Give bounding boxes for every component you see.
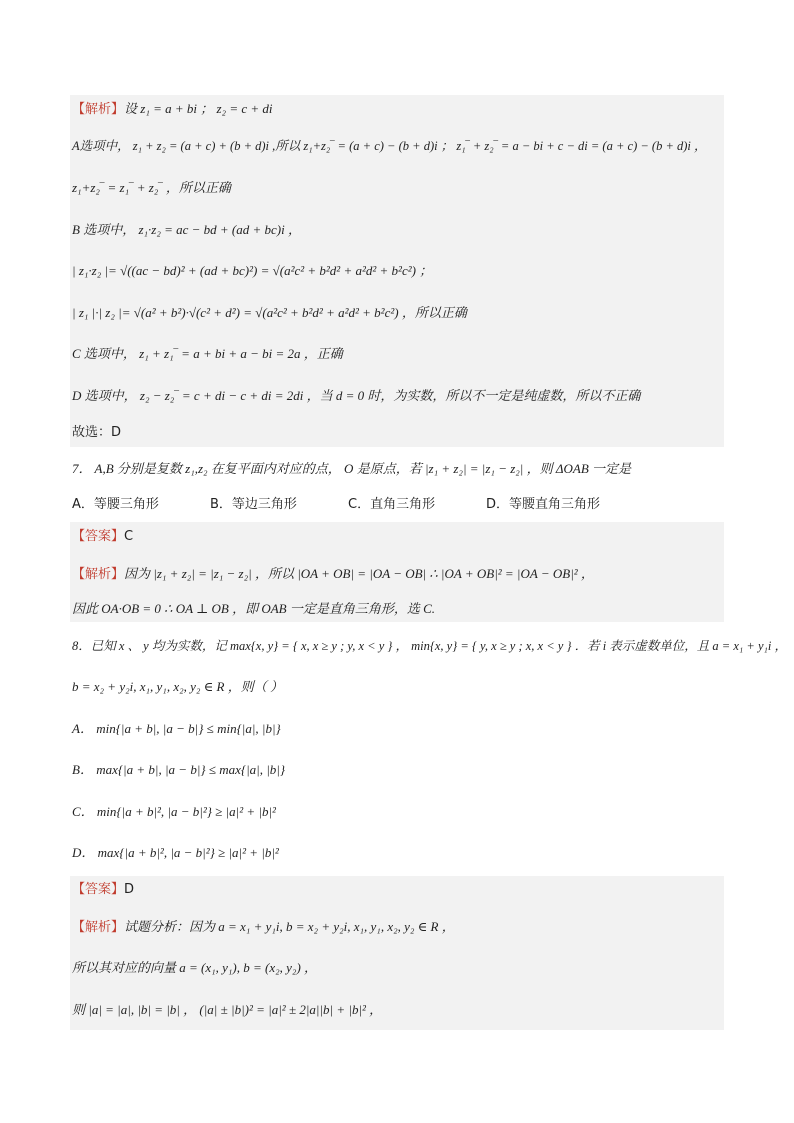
sol6-line-1	[72, 99, 273, 120]
answer-tag: 【答案】	[72, 529, 125, 544]
analysis-tag: 【解析】	[72, 920, 125, 935]
q8-option-a: A． min{|a + b|, |a − b|} ≤ min{|a|, |b|}	[72, 721, 281, 736]
sol6-line-6: | z₁ |·| z₂ |= √(a² + b²)·√(c² + d²) = √(a²c² + b²d² + a²d² + b²c²) ，所以正确	[72, 305, 467, 320]
q8-analysis-text: 试题分析：因为 a = x₁ + y₁i, b = x₂ + y₂i, x₁, y₁, x₂, y₂ ∈ R ，	[124, 919, 455, 934]
q8-answer-value: D	[124, 882, 135, 897]
q7-answer	[72, 527, 133, 547]
answer-tag: 【答案】	[72, 882, 125, 897]
q7-option-b: B．等边三角形	[210, 497, 297, 512]
q8-analysis-1	[72, 917, 455, 938]
sol6-line-8: D 选项中， z₂ − z₂‾ = c + di − c + di = 2di ，当 d = 0 时，为实数，所以不一定是纯虚数，所以不正确	[72, 388, 641, 403]
q7-option-c: C．直角三角形	[348, 497, 436, 512]
q7-answer-value: C	[124, 529, 134, 544]
sol6-line-3: z₁+z₂‾ = z₁‾ + z₂‾ ，所以正确	[72, 180, 231, 195]
q7-analysis-text: 因为 |z₁ + z₂| = |z₁ − z₂| ，所以 |OA + OB| = |OA − OB| ∴ |OA + OB|² = |OA − OB|² ，	[124, 566, 594, 581]
q7-stem: 7． A,B 分别是复数 z₁,z₂ 在复平面内对应的点， O 是原点，若 |z₁ + z₂| = |z₁ − z₂| ，则 ΔOAB 一定是	[72, 461, 632, 476]
q8-analysis-3: 则 |a| = |a|, |b| = |b| ， (|a| ± |b|)² = |a|² ± 2|a||b| + |b|² ，	[72, 1002, 383, 1017]
sol6-text: 设 z₁ = a + bi ； z₂ = c + di	[124, 101, 273, 116]
q7-option-d: D．等腰直角三角形	[486, 497, 601, 512]
q7-analysis-1	[72, 564, 594, 585]
q8-option-d: D． max{|a + b|², |a − b|²} ≥ |a|² + |b|²	[72, 845, 279, 860]
analysis-tag: 【解析】	[72, 567, 125, 582]
q8-option-b: B． max{|a + b|, |a − b|} ≤ max{|a|, |b|}	[72, 762, 286, 777]
q8-stem-2: b = x₂ + y₂i, x₁, y₁, x₂, y₂ ∈ R ，则（ ）	[72, 679, 283, 694]
q8-stem: 8．已知 x 、 y 均为实数，记 max{x, y} = { x, x ≥ y ; y, x < y } ， min{x, y} = { y, x ≥ y ; x, x < y } ．若 i 表示虚数单位，且 a = x₁ + y₁i ，	[72, 639, 787, 653]
q8-option-c: C． min{|a + b|², |a − b|²} ≥ |a|² + |b|²	[72, 804, 276, 819]
q7-option-a: A．等腰三角形	[72, 497, 159, 512]
sol6-line-4: B 选项中， z₁·z₂ = ac − bd + (ad + bc)i ，	[72, 222, 301, 237]
sol6-line-7: C 选项中， z₁ + z₁‾ = a + bi + a − bi = 2a ，正确	[72, 346, 343, 361]
q8-answer	[72, 880, 134, 900]
sol6-line-2: A选项中， z₁ + z₂ = (a + c) + (b + d)i ,所以 z₁+z₂‾ = (a + c) − (b + d)i ； z₁‾ + z₂‾ = a − bi + c − di = (a + c) − (b + d)i ，	[72, 139, 707, 153]
sol6-line-9: 故选：D	[72, 425, 122, 440]
analysis-tag: 【解析】	[72, 102, 125, 117]
q8-analysis-2: 所以其对应的向量 a = (x₁, y₁), b = (x₂, y₂) ，	[72, 960, 318, 975]
q7-analysis-2: 因此 OA·OB = 0 ∴ OA ⊥ OB ，即 OAB 一定是直角三角形，选 C.	[72, 601, 436, 616]
sol6-line-5: | z₁·z₂ |= √((ac − bd)² + (ad + bc)²) = √(a²c² + b²d² + a²d² + b²c²) ；	[72, 263, 433, 278]
